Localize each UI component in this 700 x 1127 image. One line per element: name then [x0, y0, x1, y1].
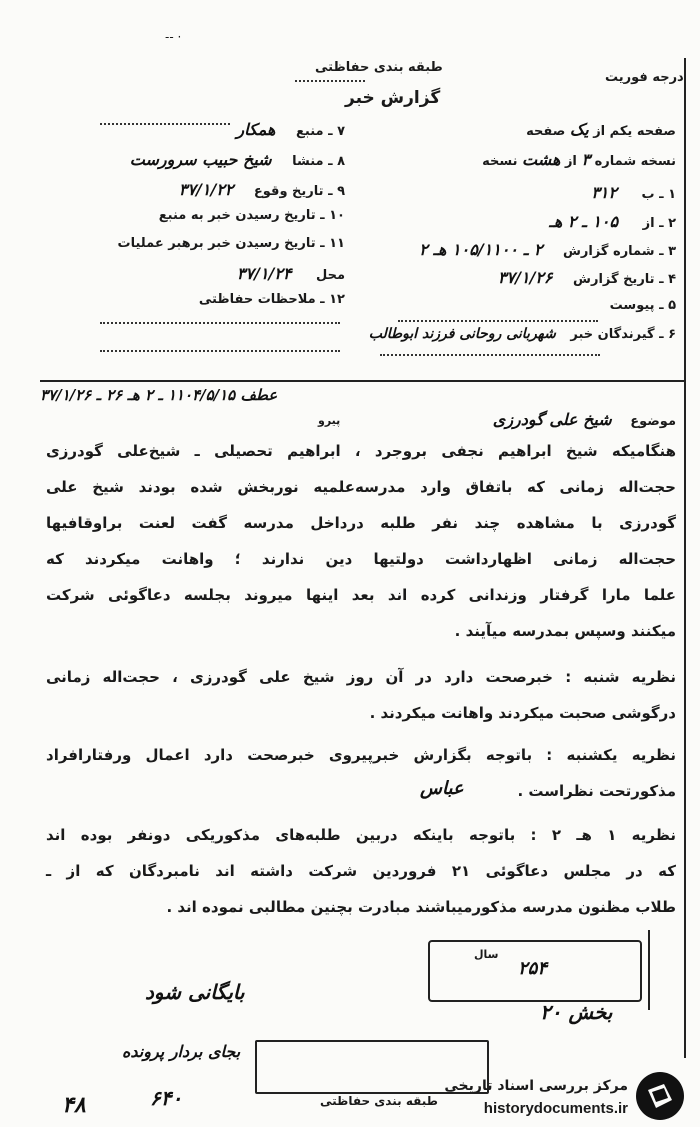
top-mark: -- ·: [165, 30, 182, 44]
field-9-occurrence-date: ۹ ـ تاریخ وقوع ۳۷/۱/۲۲: [178, 180, 345, 199]
report-title: گزارش خبر: [345, 88, 441, 108]
field-2: ۲ ـ از ۱۰۵ ـ ۲ هـ: [549, 212, 676, 231]
right-border-line: [684, 58, 686, 1058]
field-11: ۱۱ ـ تاریخ رسیدن خبر برهبر عملیات: [117, 236, 345, 251]
body-line-4: حجت‌اله زمانی اظهارداشت دولتیها دین ندارند ؛ واهانت میکردند که: [46, 550, 676, 568]
opinion-sunday-1: نظریه یکشنبه : باتوجه بگزارش خبرپیروی خبرصحت دارد اعمال ورفتارافراد: [46, 746, 676, 764]
stamp-year: سال: [474, 948, 499, 961]
recipients-dots: [380, 354, 600, 356]
reference-note: عطف ۱۱۰۴/۵/۱۵ ـ ۲ هـ ۲۶ ـ ۳۷/۱/۲۶: [40, 386, 278, 404]
page-number-left: ۴۸: [62, 1092, 86, 1118]
field-7-source: ۷ ـ منبع همکار: [236, 120, 345, 139]
page-number-mid: ۶۴۰: [150, 1086, 183, 1110]
field-6-recipients: ۶ ـ گیرندگان خبر شهربانی روحانی فرزند ابوطالب: [368, 326, 676, 342]
field-5-attachment: ۵ ـ پیوست: [609, 298, 676, 313]
subject-line: موضوع شیخ علی گودرزی: [492, 410, 676, 429]
watermark: [418, 1062, 700, 1127]
opinion-dept-2: که در مجلس دعاگوئی ۲۱ فروردین شرکت داشته اند نامبردگان که از ـ: [46, 862, 676, 880]
opinion-sunday-2: مذکورتحت نظراست .: [517, 782, 676, 800]
stamp-number: ۲۵۴: [518, 958, 548, 979]
field-location: محل ۳۷/۱/۲۴: [236, 264, 345, 283]
footer-classification: طبقه بندی حفاظتی: [320, 1094, 438, 1108]
opinion-dept-1: نظریه ۱ هـ ۲ : باتوجه باینکه دربین طلبه‌های مذکوریکی دونفر بوده اند: [46, 826, 676, 844]
source-dots: [100, 123, 230, 125]
field-1: ۱ ـ ب ۳۱۲: [591, 183, 676, 202]
classification-label: طبقه بندی حفاظتی: [315, 60, 443, 75]
opinion-saturday-1: نظریه شنبه : خبرصحت دارد در آن روز شیخ علی گودرزی ، حجت‌اله زمانی: [46, 668, 676, 686]
page-of-label: صفحه یکم از یک صفحه: [526, 120, 676, 139]
section-divider: [40, 380, 686, 382]
field-4-report-date: ۴ ـ تاریخ گزارش ۳۷/۱/۲۶: [497, 268, 676, 287]
reference-sub: پیرو: [318, 414, 341, 427]
watermark-url: historydocuments.ir: [483, 1100, 628, 1117]
field-8-origin: ۸ ـ منشا شیخ حبیب‌ سرورست: [129, 150, 345, 169]
archive-stamp: [428, 940, 642, 1002]
classification-dots: [295, 80, 365, 82]
handwritten-margin-note: بخش ۲۰: [540, 1000, 613, 1024]
field-3-report-number: ۳ ـ شماره گزارش ۲ ـ ۱۰۵/۱۱۰۰ هـ ۲: [419, 240, 676, 259]
opinion-dept-3: طلاب مظنون مدرسه مذکورمیباشند مبادرت بچنین مطالبی نموده اند .: [166, 898, 676, 916]
handwritten-initial: عباس: [420, 778, 464, 799]
notes-dots-2: [100, 350, 340, 352]
body-line-3: گودرزی با مشاهده چند نفر طلبه درداخل مدرسه گفت لعنت براوقافیها: [46, 514, 676, 532]
priority-label: درجه فوریت: [605, 70, 684, 85]
stamp-side-line: [648, 930, 650, 1010]
handwritten-file-note: بجای بردار پرونده: [122, 1042, 241, 1061]
field-12-notes: ۱۲ ـ ملاحظات حفاظتی: [198, 292, 345, 307]
body-line-6: میکنند وسپس بمدرسه میآیند .: [454, 622, 676, 640]
opinion-saturday-2: درگوشی صحبت میکردند واهانت میکردند .: [369, 704, 676, 722]
watermark-org: مرکز بررسی اسناد تاریخی: [444, 1078, 628, 1094]
notes-dots-1: [100, 322, 340, 324]
field-10: ۱۰ ـ تاریخ رسیدن خبر به منبع: [158, 208, 345, 223]
handwritten-archive-note: بایگانی شود: [145, 980, 245, 1004]
attachment-dots: [398, 320, 598, 322]
body-line-1: هنگامیکه شیخ ابراهیم نجفی بروجرد ، ابراهیم تحصیلی ـ شیخ‌علی گودرزی: [46, 442, 676, 460]
watermark-logo-icon: [634, 1070, 686, 1122]
body-line-5: علما مارا گرفتار وزندانی کرده اند بعد اینها میروند بجلسه دعاگوئی شرکت: [46, 586, 676, 604]
body-line-2: حجت‌اله زمانی که باتفاق وارد مدرسه‌علمیه نوربخش شده بودند شیخ علی: [46, 478, 676, 496]
copy-number-label: نسخه شماره ۳ از هشت نسخه: [482, 150, 676, 169]
